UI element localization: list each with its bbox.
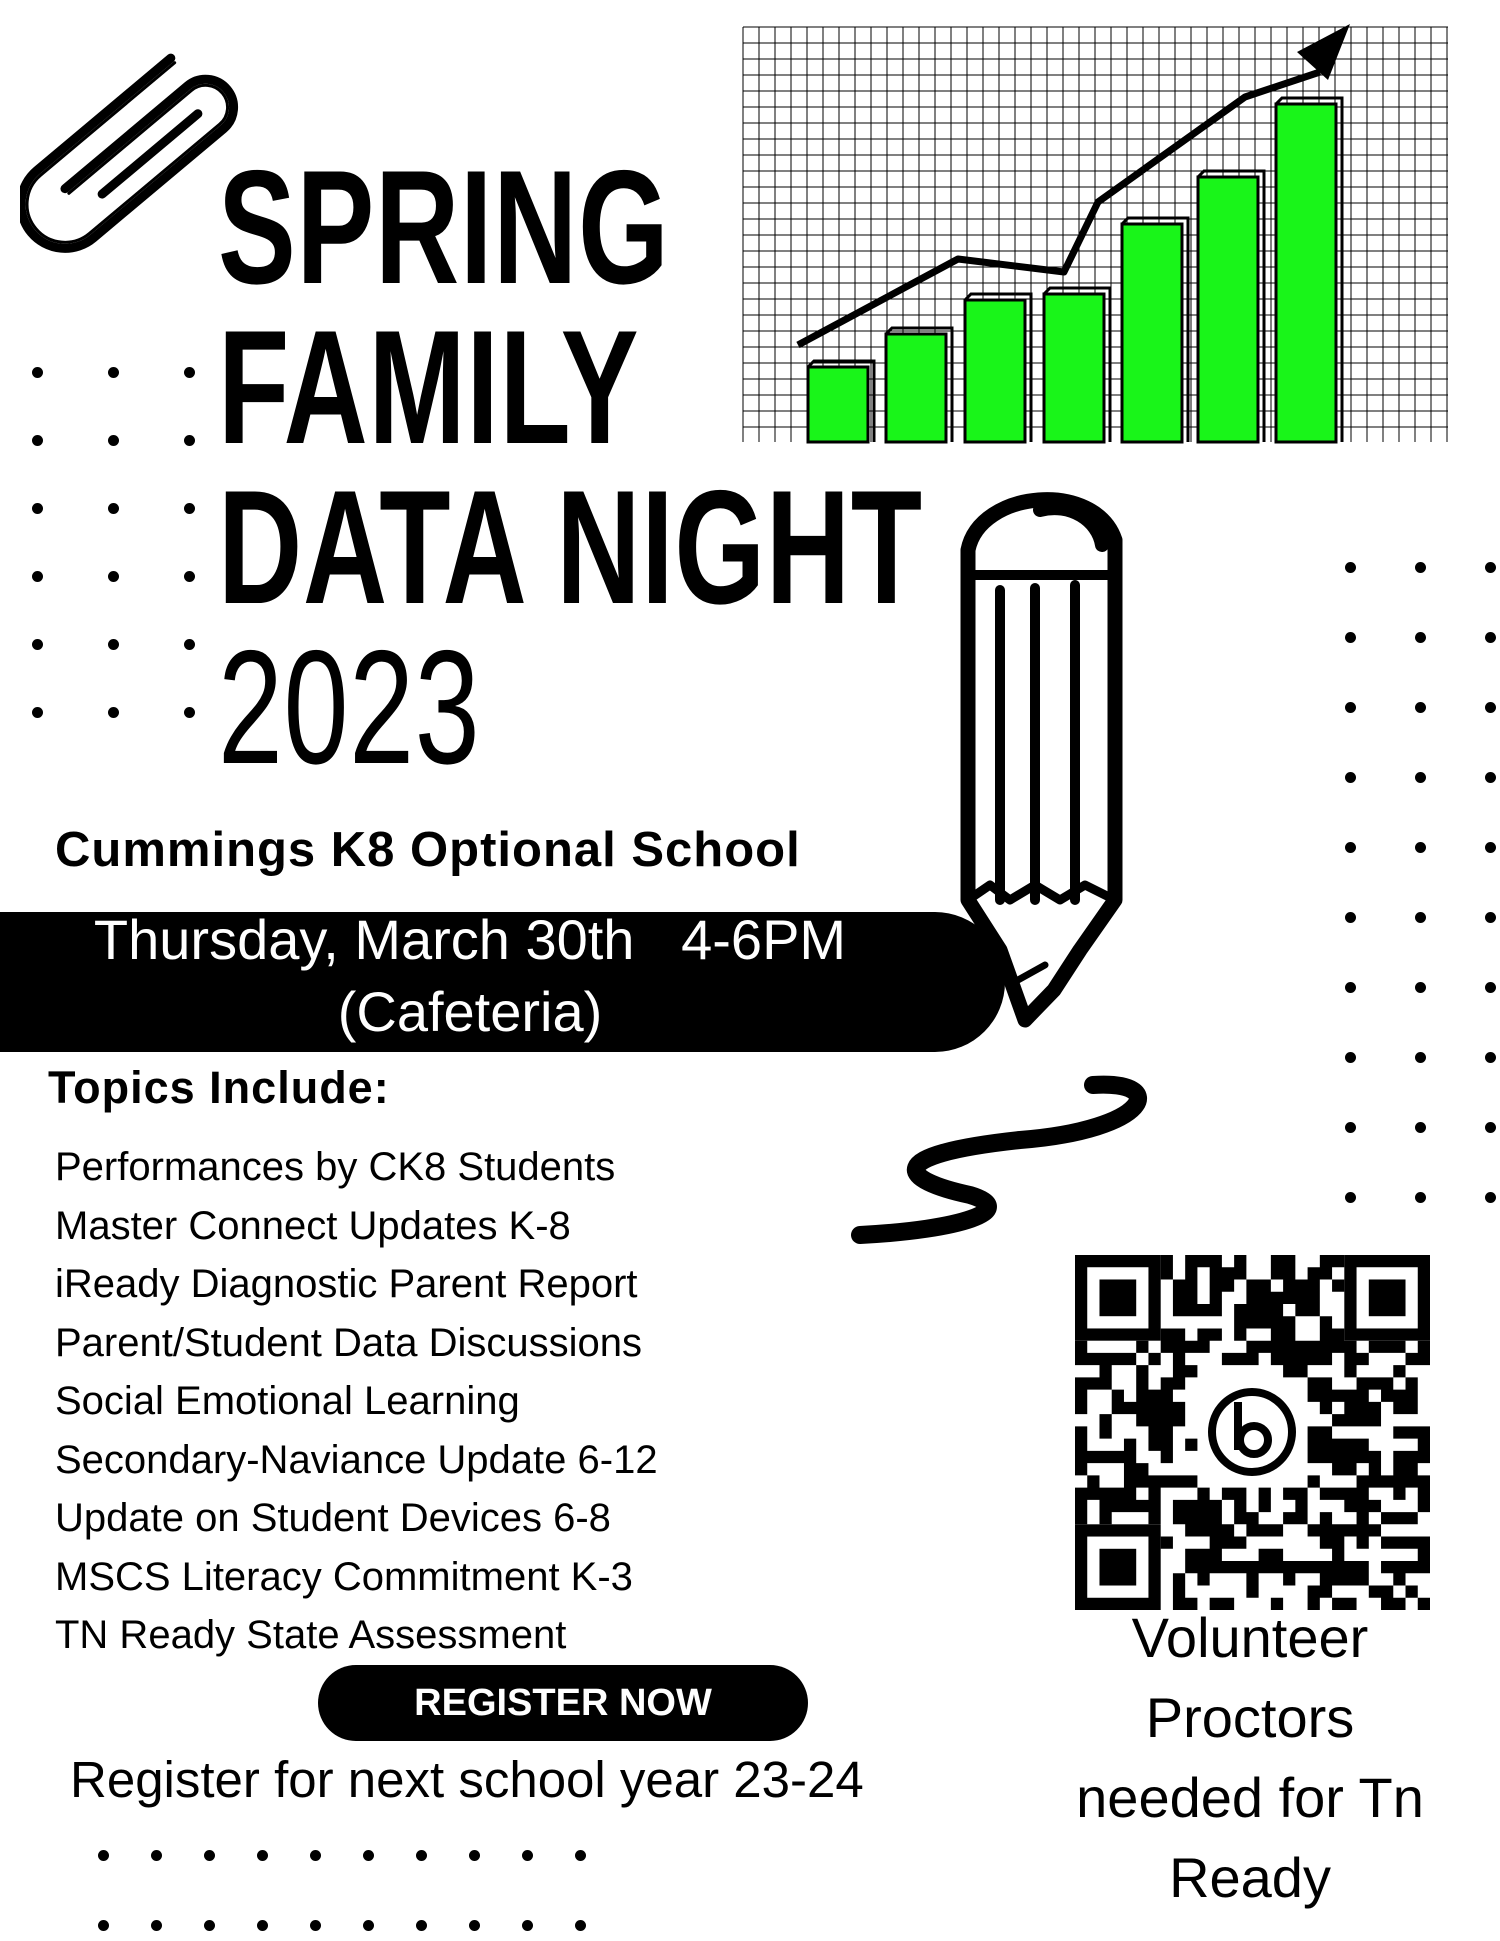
list-item: Master Connect Updates K-8 xyxy=(55,1203,571,1248)
decorative-dot xyxy=(575,1850,586,1861)
school-name: Cummings K8 Optional School xyxy=(55,823,801,877)
decorative-dot xyxy=(1345,772,1356,783)
decorative-dot xyxy=(108,571,119,582)
volunteer-note xyxy=(1040,1598,1460,1918)
title-line-data-night: DATA NIGHT xyxy=(218,457,923,638)
topics-heading: Topics Include: xyxy=(48,1062,390,1113)
decorative-dot xyxy=(257,1920,268,1931)
event-date-location xyxy=(0,904,940,1048)
decorative-dot xyxy=(1345,842,1356,853)
chart-bar xyxy=(886,334,946,442)
decorative-dot xyxy=(1485,1192,1496,1203)
decorative-dot xyxy=(310,1920,321,1931)
decorative-dot xyxy=(151,1850,162,1861)
decorative-dot xyxy=(522,1850,533,1861)
bar-chart-icon xyxy=(740,22,1450,447)
decorative-dot xyxy=(1415,772,1426,783)
decorative-dot xyxy=(184,503,195,514)
decorative-dot xyxy=(32,503,43,514)
decorative-dot xyxy=(184,639,195,650)
decorative-dot xyxy=(108,707,119,718)
decorative-dot xyxy=(257,1850,268,1861)
decorative-dot xyxy=(1345,912,1356,923)
decorative-dot xyxy=(1415,982,1426,993)
qr-finder-pattern xyxy=(1075,1255,1161,1341)
decorative-dot xyxy=(98,1920,109,1931)
decorative-dot xyxy=(151,1920,162,1931)
decorative-dot xyxy=(310,1850,321,1861)
volunteer-line: Proctors xyxy=(1145,1686,1355,1749)
qr-code-icon xyxy=(1075,1255,1430,1610)
decorative-dot xyxy=(416,1920,427,1931)
decorative-dot xyxy=(1415,842,1426,853)
decorative-dot xyxy=(1415,632,1426,643)
list-item: Secondary-Naviance Update 6-12 xyxy=(55,1437,658,1482)
decorative-dot xyxy=(1415,912,1426,923)
decorative-dot xyxy=(1415,702,1426,713)
decorative-dot xyxy=(1485,1052,1496,1063)
decorative-dot xyxy=(1485,912,1496,923)
list-item: TN Ready State Assessment xyxy=(55,1613,567,1657)
decorative-dot xyxy=(1485,562,1496,573)
list-item: Update on Student Devices 6-8 xyxy=(55,1496,611,1540)
decorative-dot xyxy=(363,1920,374,1931)
decorative-dot xyxy=(1485,702,1496,713)
decorative-dot xyxy=(108,639,119,650)
decorative-dot xyxy=(575,1920,586,1931)
volunteer-line: Volunteer xyxy=(1131,1606,1369,1669)
decorative-dot xyxy=(1485,842,1496,853)
trend-arrow-head xyxy=(1297,24,1350,80)
decorative-dot xyxy=(1485,982,1496,993)
decorative-dot xyxy=(522,1920,533,1931)
decorative-dot xyxy=(204,1920,215,1931)
chart-bar xyxy=(1044,294,1104,442)
decorative-dot xyxy=(1415,1122,1426,1133)
decorative-dot xyxy=(184,707,195,718)
decorative-dot xyxy=(184,571,195,582)
decorative-dot xyxy=(1345,982,1356,993)
event-date-time: Thursday, March 30th 4-6PM xyxy=(93,908,847,971)
decorative-dot xyxy=(469,1920,480,1931)
decorative-dot xyxy=(469,1850,480,1861)
decorative-dot xyxy=(32,435,43,446)
volunteer-line: Ready xyxy=(1169,1846,1331,1909)
decorative-dot xyxy=(108,435,119,446)
decorative-dot xyxy=(32,639,43,650)
decorative-dot xyxy=(184,435,195,446)
chart-bar xyxy=(1198,177,1258,442)
title-year: 2023 xyxy=(218,617,481,798)
decorative-dot xyxy=(1345,702,1356,713)
decorative-dot xyxy=(1415,1052,1426,1063)
list-item: iReady Diagnostic Parent Report xyxy=(55,1262,638,1306)
decorative-dot xyxy=(32,571,43,582)
decorative-dot xyxy=(204,1850,215,1861)
decorative-dot xyxy=(108,367,119,378)
decorative-dot xyxy=(1485,632,1496,643)
decorative-dot xyxy=(32,367,43,378)
decorative-dot xyxy=(32,707,43,718)
list-item: Performances by CK8 Students xyxy=(55,1145,616,1189)
decorative-dot xyxy=(1345,1122,1356,1133)
topics-list xyxy=(55,1138,658,1665)
decorative-dot xyxy=(1345,1192,1356,1203)
decorative-dot xyxy=(184,367,195,378)
event-location: (Cafeteria) xyxy=(337,980,603,1043)
decorative-dot xyxy=(1345,562,1356,573)
decorative-dot xyxy=(1485,1122,1496,1133)
decorative-dot xyxy=(363,1850,374,1861)
decorative-dot xyxy=(108,503,119,514)
chart-bar xyxy=(1276,104,1336,442)
pencil-icon xyxy=(840,480,1220,1260)
decorative-dot xyxy=(1415,1192,1426,1203)
volunteer-line: needed for Tn xyxy=(1076,1766,1424,1829)
register-note: Register for next school year 23-24 xyxy=(70,1751,864,1808)
chart-bar xyxy=(1122,224,1182,442)
decorative-dot xyxy=(1345,1052,1356,1063)
qr-finder-pattern xyxy=(1344,1255,1430,1341)
list-item: Social Emotional Learning xyxy=(55,1379,520,1423)
list-item: Parent/Student Data Discussions xyxy=(55,1320,642,1365)
decorative-dot xyxy=(1345,632,1356,643)
title-line-family: FAMILY xyxy=(218,297,640,478)
decorative-dot xyxy=(1485,772,1496,783)
register-now-button[interactable]: REGISTER NOW xyxy=(318,1665,808,1741)
chart-bar xyxy=(808,367,868,442)
decorative-dot xyxy=(98,1850,109,1861)
chart-bar xyxy=(965,300,1025,442)
title-line-spring: SPRING xyxy=(218,137,670,318)
decorative-dot xyxy=(416,1850,427,1861)
decorative-dot xyxy=(1415,562,1426,573)
list-item: MSCS Literacy Commitment K-3 xyxy=(55,1554,633,1599)
